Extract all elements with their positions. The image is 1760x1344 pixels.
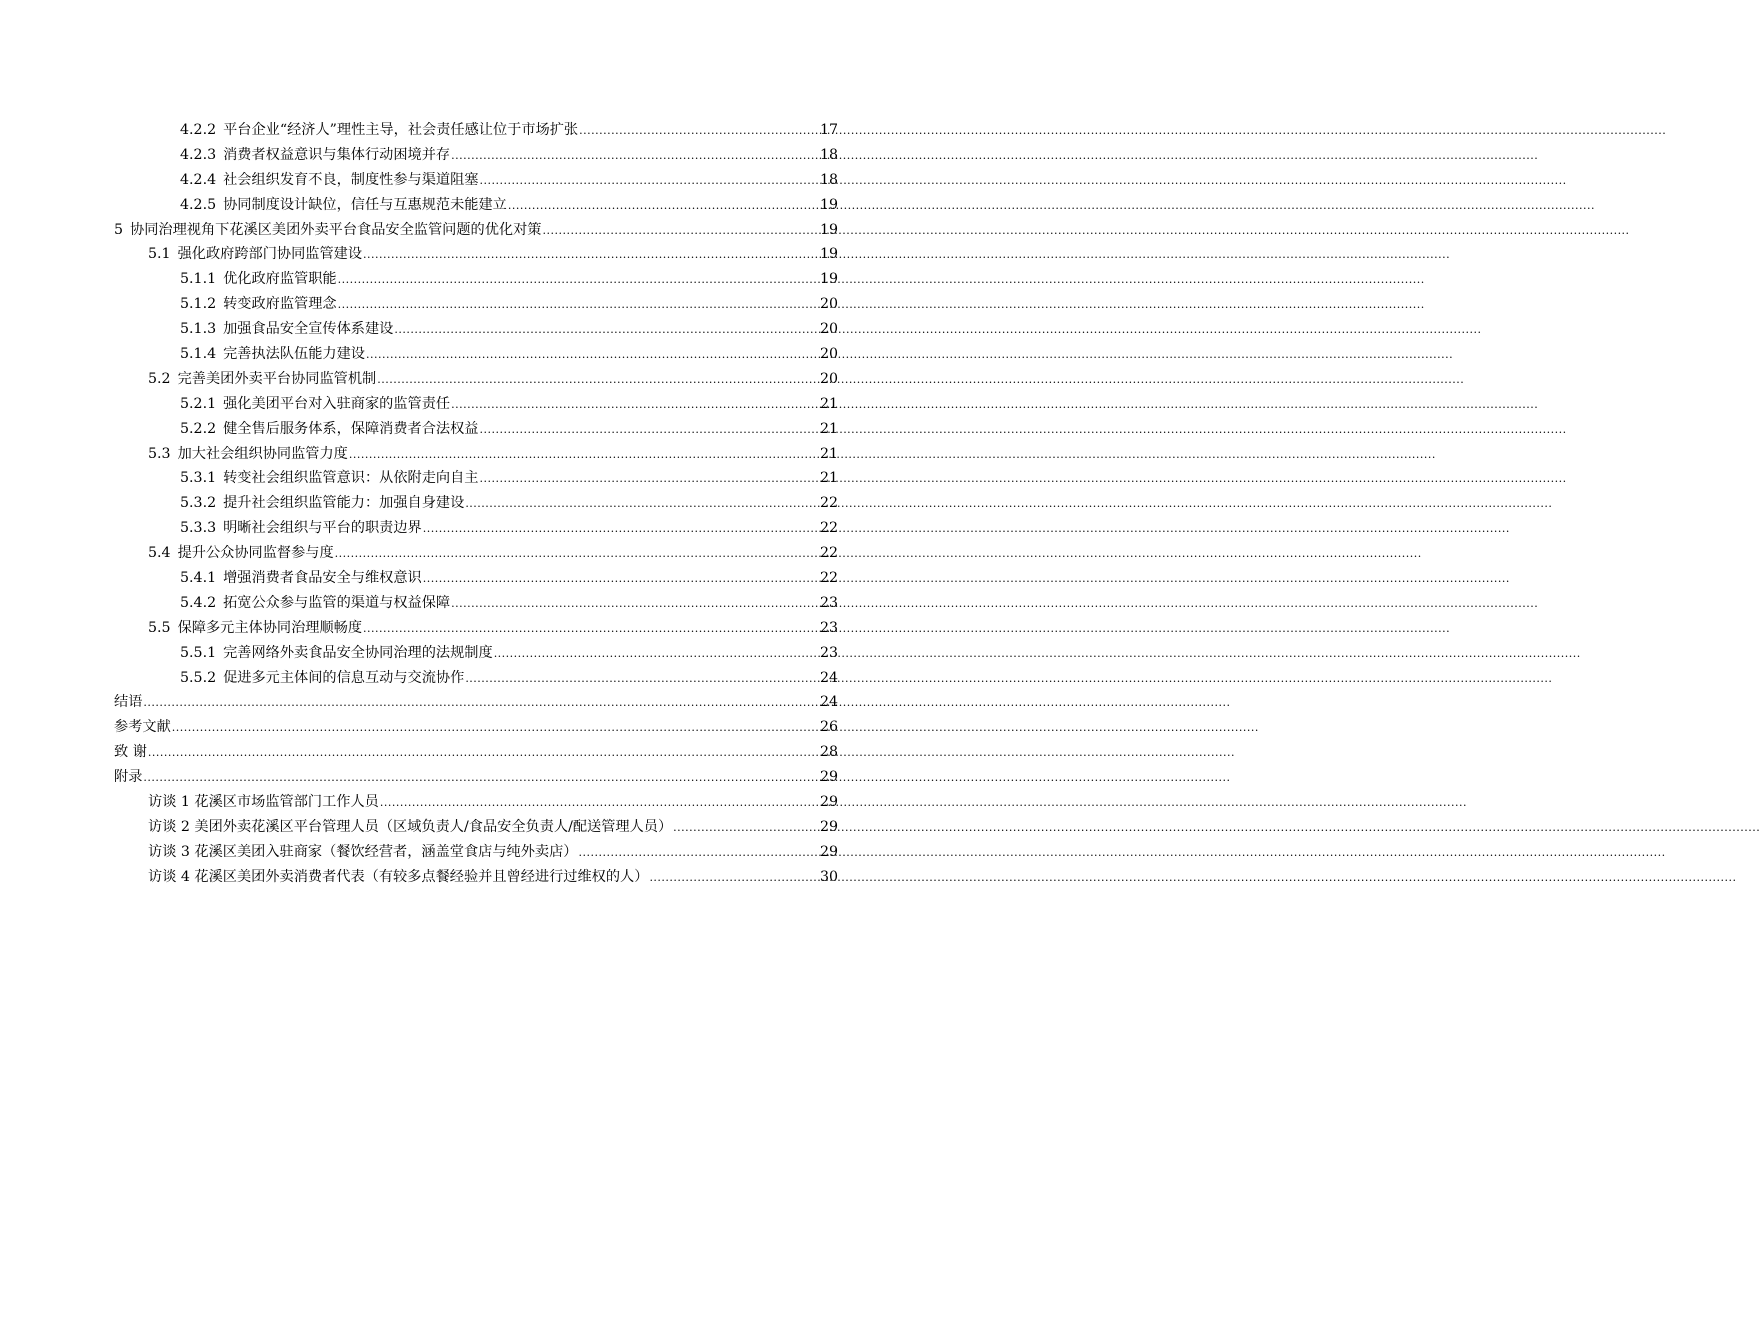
toc-page-number: 28 bbox=[819, 744, 838, 761]
toc-entry-text bbox=[114, 715, 171, 740]
toc-entry-title: 转变社会组织监管意识：从依附走向自主 bbox=[223, 470, 479, 487]
toc-page-number: 19 bbox=[819, 246, 838, 263]
toc-entry-text bbox=[148, 442, 348, 467]
toc-entry-text bbox=[114, 218, 541, 243]
toc-entry[interactable] bbox=[114, 616, 838, 641]
toc-dot-leader bbox=[451, 144, 819, 169]
toc-page-number: 21 bbox=[819, 420, 838, 437]
toc-page-number: 20 bbox=[819, 370, 838, 387]
toc-entry-number: 5.1.4 bbox=[180, 346, 217, 363]
toc-entry[interactable] bbox=[114, 193, 838, 218]
toc-entry[interactable] bbox=[114, 865, 838, 890]
toc-page-number: 22 bbox=[819, 520, 838, 537]
table-of-contents bbox=[114, 118, 838, 890]
toc-entry-text bbox=[148, 815, 672, 840]
toc-entry-title: 协同制度设计缺位，信任与互惠规范未能建立 bbox=[223, 196, 507, 213]
toc-entry[interactable] bbox=[114, 516, 838, 541]
toc-entry-title: 访谈 4 花溪区美团外卖消费者代表（有较多点餐经验并且曾经进行过维权的人） bbox=[148, 868, 649, 885]
toc-entry-title: 增强消费者食品安全与维权意识 bbox=[223, 570, 422, 587]
toc-entry-number: 5.3.2 bbox=[180, 495, 217, 512]
toc-dot-leader bbox=[377, 368, 819, 393]
toc-entry-text bbox=[180, 392, 450, 417]
toc-page-number: 20 bbox=[819, 296, 838, 313]
toc-entry-text bbox=[114, 765, 142, 790]
toc-entry[interactable] bbox=[114, 740, 838, 765]
toc-entry[interactable] bbox=[114, 392, 838, 417]
toc-entry-title: 致 谢 bbox=[114, 744, 147, 761]
toc-page-number: 22 bbox=[819, 570, 838, 587]
toc-entry-text bbox=[180, 342, 365, 367]
toc-entry-title: 强化政府跨部门协同监管建设 bbox=[177, 246, 363, 263]
toc-page-number: 24 bbox=[819, 669, 838, 686]
toc-entry-text bbox=[148, 541, 334, 566]
toc-entry[interactable] bbox=[114, 317, 838, 342]
toc-entry-text bbox=[148, 616, 362, 641]
toc-dot-leader bbox=[363, 243, 819, 268]
toc-entry-title: 提升社会组织监管能力：加强自身建设 bbox=[223, 495, 465, 512]
toc-entry-text bbox=[180, 516, 422, 541]
toc-page-number: 26 bbox=[819, 719, 838, 736]
toc-page-number: 29 bbox=[819, 843, 838, 860]
toc-dot-leader bbox=[451, 592, 819, 617]
toc-page-number: 22 bbox=[819, 495, 838, 512]
toc-dot-leader bbox=[349, 443, 819, 468]
toc-dot-leader bbox=[143, 766, 819, 791]
toc-entry[interactable] bbox=[114, 143, 838, 168]
toc-entry-title: 加强食品安全宣传体系建设 bbox=[223, 321, 394, 338]
toc-entry[interactable] bbox=[114, 491, 838, 516]
toc-entry-text bbox=[180, 641, 493, 666]
toc-entry[interactable] bbox=[114, 267, 838, 292]
toc-entry[interactable] bbox=[114, 292, 838, 317]
toc-entry[interactable] bbox=[114, 641, 838, 666]
toc-entry[interactable] bbox=[114, 690, 838, 715]
toc-entry-number: 4.2.3 bbox=[180, 146, 217, 163]
toc-entry-text bbox=[180, 143, 450, 168]
toc-entry[interactable] bbox=[114, 342, 838, 367]
toc-page-number: 19 bbox=[819, 271, 838, 288]
toc-entry-number: 5.4.1 bbox=[180, 570, 217, 587]
toc-entry-title: 协同治理视角下花溪区美团外卖平台食品安全监管问题的优化对策 bbox=[130, 221, 542, 238]
toc-dot-leader bbox=[363, 617, 819, 642]
toc-dot-leader bbox=[480, 418, 819, 443]
toc-entry-number: 4.2.5 bbox=[180, 196, 217, 213]
toc-dot-leader bbox=[465, 667, 819, 692]
toc-entry[interactable] bbox=[114, 168, 838, 193]
toc-entry-title: 促进多元主体间的信息互动与交流协作 bbox=[223, 669, 465, 686]
toc-entry[interactable] bbox=[114, 815, 838, 840]
toc-entry-text bbox=[148, 840, 578, 865]
toc-page-number: 29 bbox=[819, 818, 838, 835]
toc-entry-title: 完善执法队伍能力建设 bbox=[223, 346, 365, 363]
toc-dot-leader bbox=[649, 866, 819, 891]
toc-entry-text bbox=[180, 267, 337, 292]
toc-entry-text bbox=[148, 367, 376, 392]
toc-entry-number: 5.2 bbox=[148, 370, 171, 387]
toc-entry[interactable] bbox=[114, 591, 838, 616]
toc-page-number: 18 bbox=[819, 171, 838, 188]
toc-entry-number: 5.2.1 bbox=[180, 395, 217, 412]
toc-entry[interactable] bbox=[114, 367, 838, 392]
toc-dot-leader bbox=[480, 467, 819, 492]
toc-entry[interactable] bbox=[114, 566, 838, 591]
toc-dot-leader bbox=[394, 318, 819, 343]
toc-entry-number: 5.3 bbox=[148, 445, 171, 462]
toc-entry-number: 4.2.4 bbox=[180, 171, 217, 188]
toc-dot-leader bbox=[465, 492, 819, 517]
toc-page-number: 20 bbox=[819, 321, 838, 338]
toc-dot-leader bbox=[451, 393, 819, 418]
toc-entry-number: 5.1.3 bbox=[180, 321, 217, 338]
toc-entry[interactable] bbox=[114, 541, 838, 566]
toc-entry-number: 5.4.2 bbox=[180, 594, 217, 611]
toc-entry-title: 访谈 2 美团外卖花溪区平台管理人员（区域负责人/食品安全负责人/配送管理人员） bbox=[148, 818, 673, 835]
toc-entry-number: 5.3.1 bbox=[180, 470, 217, 487]
toc-entry-title: 访谈 1 花溪区市场监管部门工作人员 bbox=[148, 794, 379, 811]
toc-entry-text bbox=[180, 317, 393, 342]
toc-entry[interactable] bbox=[114, 218, 838, 243]
toc-entry[interactable] bbox=[114, 242, 838, 267]
toc-entry-number: 5.2.2 bbox=[180, 420, 217, 437]
toc-dot-leader bbox=[172, 716, 819, 741]
toc-entry-title: 拓宽公众参与监管的渠道与权益保障 bbox=[223, 594, 451, 611]
toc-entry-text bbox=[180, 292, 337, 317]
toc-entry-number: 5 bbox=[114, 221, 124, 238]
toc-page-number: 18 bbox=[819, 146, 838, 163]
toc-entry-title: 消费者权益意识与集体行动困境并存 bbox=[223, 146, 451, 163]
toc-entry-text bbox=[180, 466, 479, 491]
toc-page-number: 21 bbox=[819, 395, 838, 412]
toc-dot-leader bbox=[579, 119, 819, 144]
toc-entry-number: 5.5.1 bbox=[180, 644, 217, 661]
toc-entry-number: 5.1.1 bbox=[180, 271, 217, 288]
toc-entry[interactable] bbox=[114, 442, 838, 467]
toc-entry-number: 5.1 bbox=[148, 246, 171, 263]
toc-entry-title: 附录 bbox=[114, 769, 143, 786]
toc-entry[interactable] bbox=[114, 466, 838, 491]
toc-dot-leader bbox=[338, 293, 819, 318]
toc-dot-leader bbox=[673, 816, 819, 841]
toc-entry-title: 转变政府监管理念 bbox=[223, 296, 337, 313]
toc-page-number: 19 bbox=[819, 221, 838, 238]
toc-dot-leader bbox=[335, 542, 819, 567]
toc-entry-text bbox=[114, 740, 147, 765]
toc-entry-text bbox=[148, 865, 648, 890]
toc-entry-title: 平台企业“经济人”理性主导，社会责任感让位于市场扩张 bbox=[223, 122, 579, 138]
toc-entry-title: 健全售后服务体系，保障消费者合法权益 bbox=[223, 420, 479, 437]
toc-page-number: 19 bbox=[819, 196, 838, 213]
toc-entry[interactable] bbox=[114, 118, 838, 143]
toc-entry-title: 保障多元主体协同治理顺畅度 bbox=[177, 619, 363, 636]
toc-page-number: 22 bbox=[819, 545, 838, 562]
toc-dot-leader bbox=[338, 268, 819, 293]
toc-entry[interactable] bbox=[114, 417, 838, 442]
toc-entry-text bbox=[148, 242, 362, 267]
toc-dot-leader bbox=[366, 343, 819, 368]
toc-dot-leader bbox=[542, 219, 818, 244]
toc-page-number: 21 bbox=[819, 470, 838, 487]
toc-entry[interactable] bbox=[114, 765, 838, 790]
toc-entry-number: 5.4 bbox=[148, 545, 171, 562]
toc-entry-number: 5.5.2 bbox=[180, 669, 217, 686]
toc-entry[interactable] bbox=[114, 715, 838, 740]
toc-page-number: 20 bbox=[819, 346, 838, 363]
toc-entry[interactable] bbox=[114, 666, 838, 691]
toc-dot-leader bbox=[508, 194, 819, 219]
toc-entry-text bbox=[180, 417, 479, 442]
toc-entry-number: 5.5 bbox=[148, 619, 171, 636]
toc-entry[interactable] bbox=[114, 790, 838, 815]
toc-page-number: 21 bbox=[819, 445, 838, 462]
toc-entry-title: 结语 bbox=[114, 694, 143, 711]
toc-dot-leader bbox=[494, 642, 819, 667]
toc-entry-number: 4.2.2 bbox=[180, 122, 217, 138]
toc-entry-number: 5.1.2 bbox=[180, 296, 217, 313]
toc-dot-leader bbox=[423, 567, 819, 592]
toc-entry-title: 强化美团平台对入驻商家的监管责任 bbox=[223, 395, 451, 412]
toc-page-number: 23 bbox=[819, 619, 838, 636]
toc-entry-text bbox=[180, 168, 479, 193]
toc-entry-title: 完善美团外卖平台协同监管机制 bbox=[177, 370, 377, 387]
toc-page-number: 30 bbox=[819, 868, 838, 885]
toc-page-number: 23 bbox=[819, 594, 838, 611]
toc-dot-leader bbox=[148, 741, 819, 766]
toc-entry-text bbox=[180, 566, 422, 591]
toc-page-number: 29 bbox=[819, 769, 838, 786]
toc-entry-title: 加大社会组织协同监管力度 bbox=[177, 445, 348, 462]
toc-entry[interactable] bbox=[114, 840, 838, 865]
toc-entry-title: 提升公众协同监督参与度 bbox=[177, 545, 334, 562]
toc-entry-title: 完善网络外卖食品安全协同治理的法规制度 bbox=[223, 644, 493, 661]
toc-entry-title: 社会组织发育不良，制度性参与渠道阻塞 bbox=[223, 171, 479, 188]
toc-entry-text bbox=[180, 491, 464, 516]
toc-page-number: 24 bbox=[819, 694, 838, 711]
toc-entry-text bbox=[114, 690, 142, 715]
toc-page-number: 29 bbox=[819, 794, 838, 811]
toc-entry-title: 访谈 3 花溪区美团入驻商家（餐饮经营者，涵盖堂食店与纯外卖店） bbox=[148, 843, 578, 860]
toc-entry-title: 明晰社会组织与平台的职责边界 bbox=[223, 520, 422, 537]
toc-entry-title: 参考文献 bbox=[114, 719, 171, 736]
toc-dot-leader bbox=[579, 841, 819, 866]
toc-entry-text bbox=[148, 790, 379, 815]
toc-dot-leader bbox=[480, 169, 819, 194]
toc-dot-leader bbox=[380, 791, 819, 816]
toc-dot-leader bbox=[423, 517, 819, 542]
toc-page-number: 17 bbox=[819, 122, 838, 138]
toc-page-number: 23 bbox=[819, 644, 838, 661]
toc-entry-text bbox=[180, 118, 578, 143]
toc-entry-text bbox=[180, 591, 450, 616]
toc-entry-number: 5.3.3 bbox=[180, 520, 217, 537]
toc-entry-text bbox=[180, 666, 464, 691]
toc-entry-text bbox=[180, 193, 507, 218]
toc-entry-title: 优化政府监管职能 bbox=[223, 271, 337, 288]
toc-dot-leader bbox=[143, 691, 819, 716]
